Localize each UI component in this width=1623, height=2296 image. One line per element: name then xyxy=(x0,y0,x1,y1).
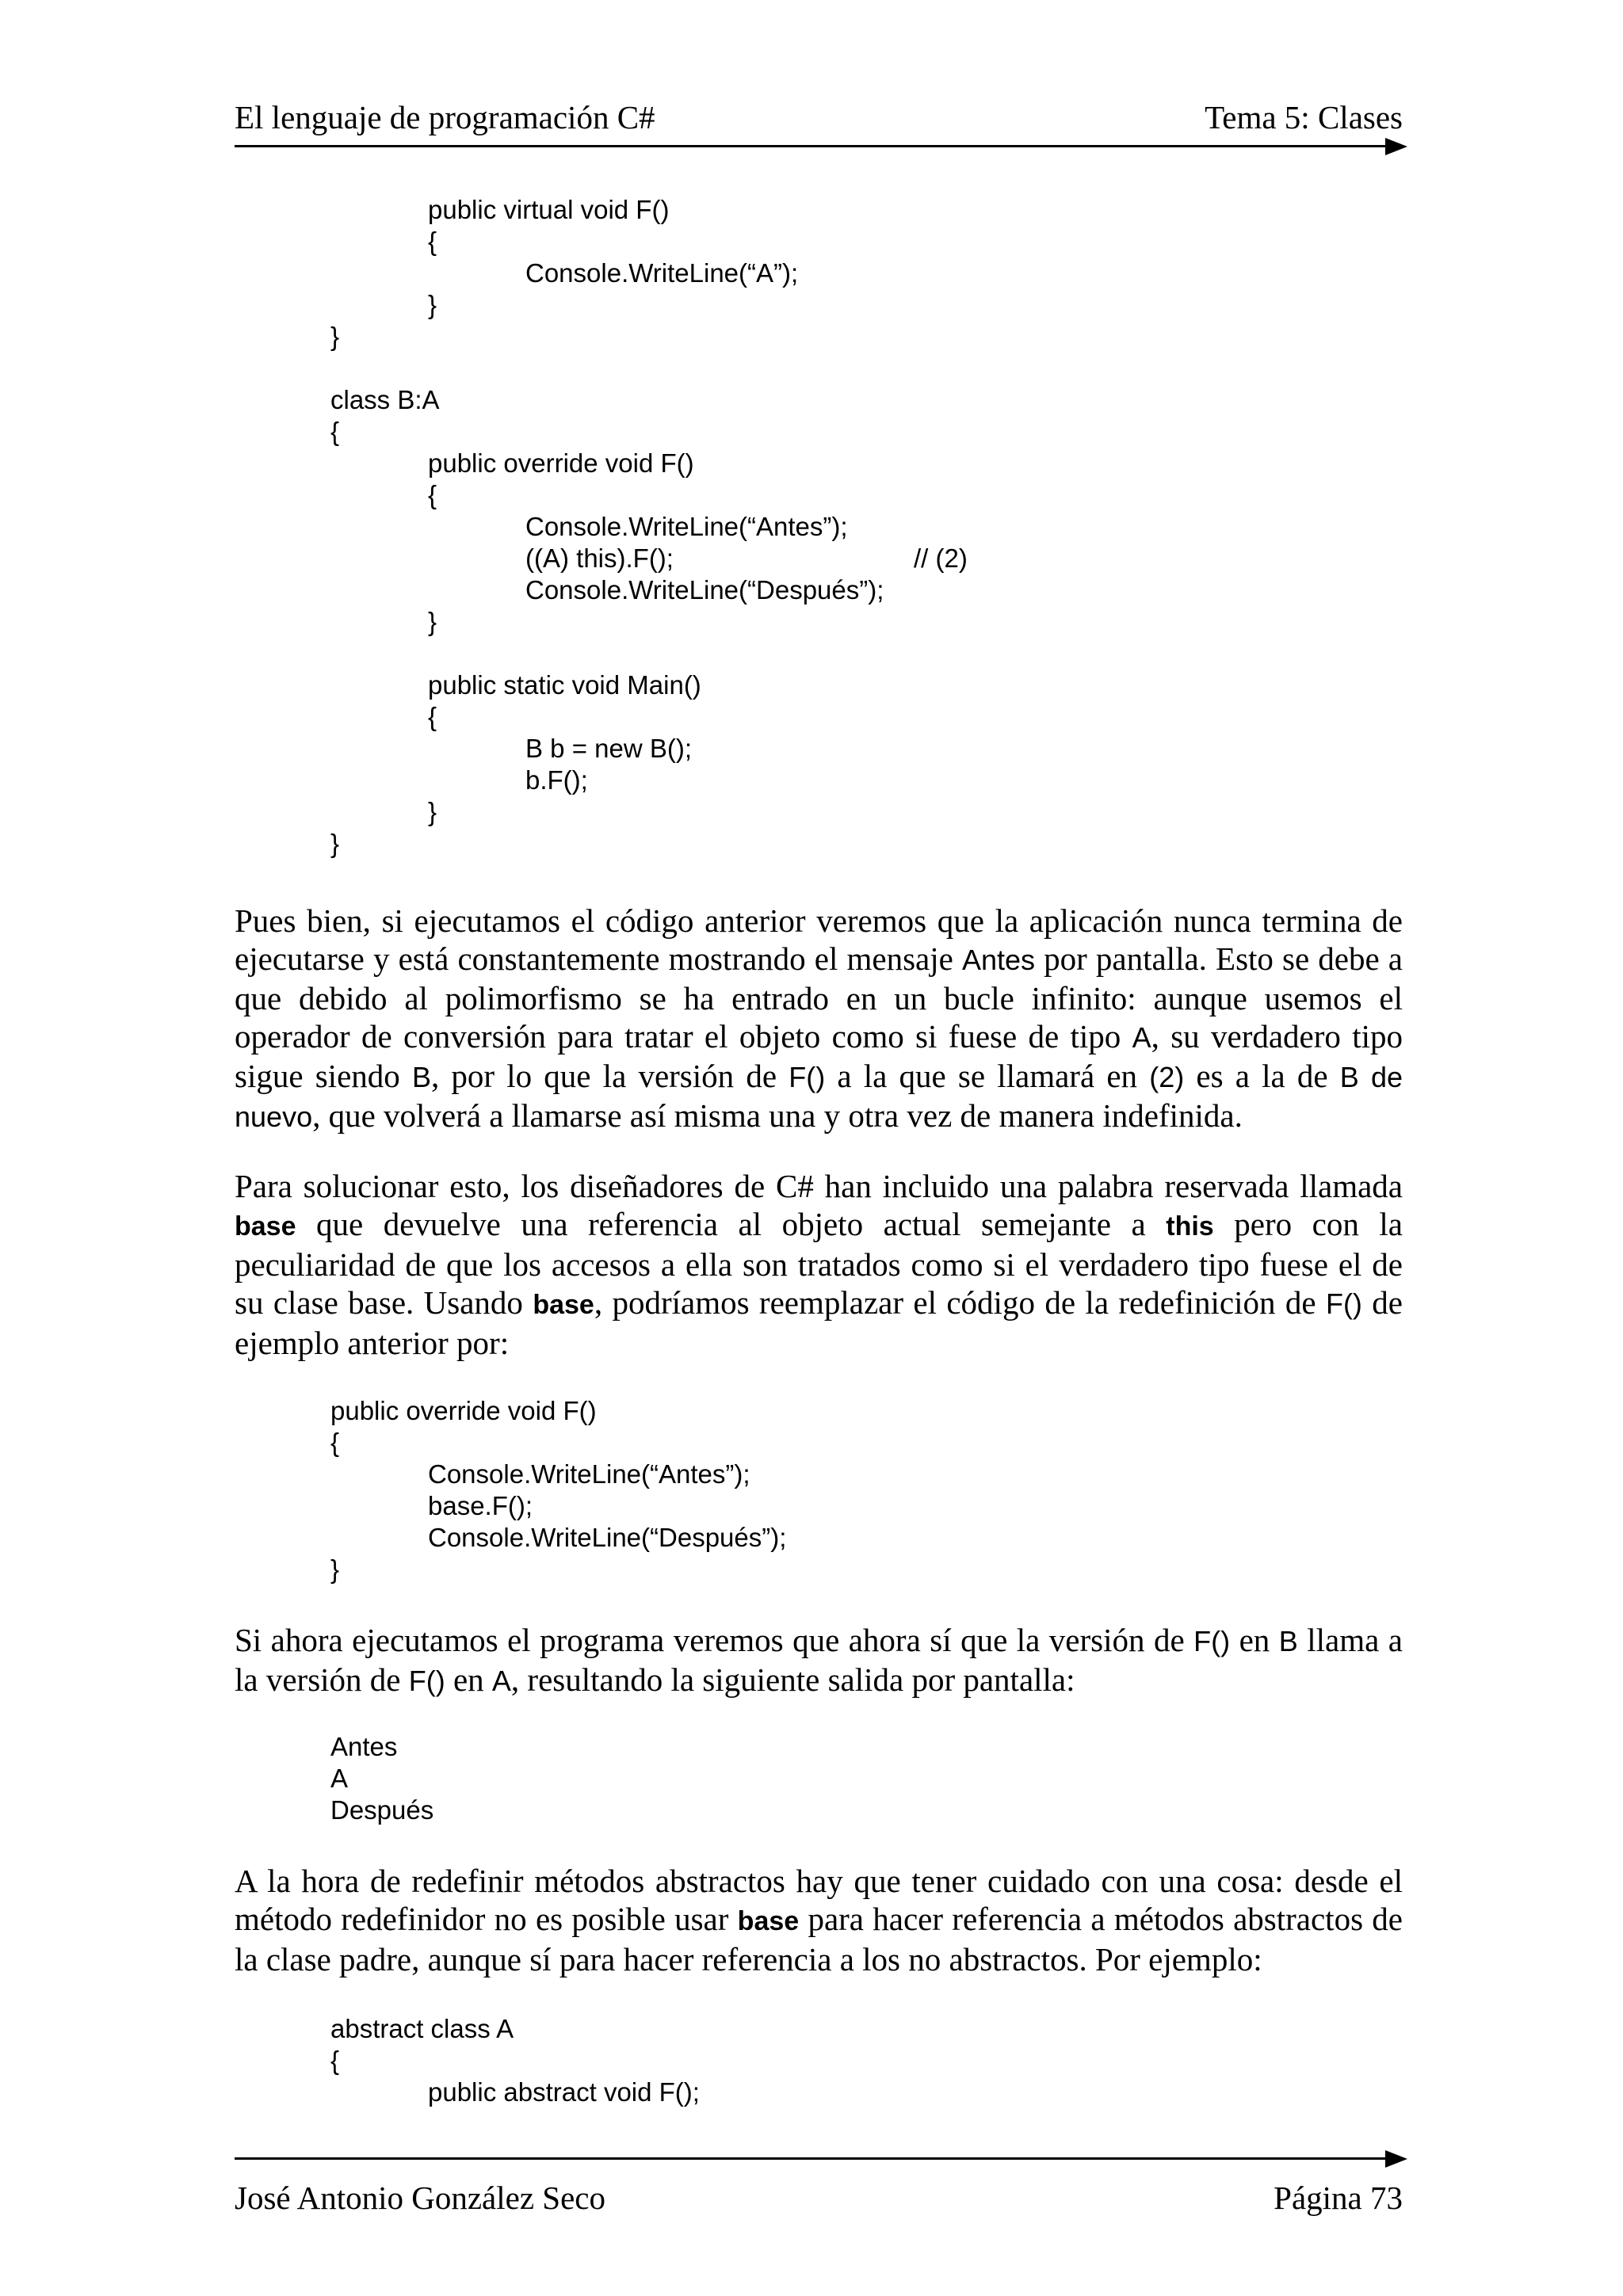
code-comment: // (2) xyxy=(914,543,968,573)
footer-arrow-icon xyxy=(1385,2150,1407,2168)
inline-code: Antes xyxy=(961,944,1036,976)
code-line: } xyxy=(330,1554,340,1584)
paragraph-base-keyword: Para solucionar esto, los diseñadores de C# han incluido una palabra reservada llamada base que devuelve una referencia al objeto actual semejante a this pero con la peculiaridad de que los accesos a ella son tratados como si el verdadero tipo fuese el de su clase base. Usando base, podríamos reemplazar el código de la redefinición de F() de ejemplo anterior por: xyxy=(235,1168,1403,1361)
inline-code: B xyxy=(1339,1061,1359,1093)
code-line: } xyxy=(428,607,437,636)
keyword: base xyxy=(533,1290,594,1320)
code-line: { xyxy=(330,1428,340,1457)
code-line: } xyxy=(428,290,437,319)
output-line: Antes xyxy=(330,1732,398,1761)
output-line: Después xyxy=(330,1795,434,1825)
paragraph-output-intro: Si ahora ejecutamos el programa veremos que ahora sí que la versión de F() en B llama a la versión de F() en A, resultando la siguiente salida por pantalla: xyxy=(235,1622,1403,1698)
code-line: class B:A xyxy=(330,385,440,414)
inline-code: F() xyxy=(408,1665,445,1697)
code-line: } xyxy=(428,797,437,826)
code-line: { xyxy=(330,417,340,446)
code-line: { xyxy=(330,2046,340,2075)
code-line: { xyxy=(428,702,437,731)
code-line: base.F(); xyxy=(428,1491,533,1520)
code-line: b.F(); xyxy=(525,765,588,795)
output-line: A xyxy=(330,1764,349,1793)
code-line: Console.WriteLine(“A”); xyxy=(525,258,799,288)
header-title: El lenguaje de programación C# xyxy=(235,99,655,135)
code-line: ((A) this).F(); xyxy=(525,543,674,573)
code-line: Console.WriteLine(“Después”); xyxy=(525,575,884,605)
code-line: public virtual void F() xyxy=(428,195,670,224)
keyword: this xyxy=(1166,1211,1214,1241)
inline-code: (2) xyxy=(1149,1061,1185,1093)
inline-code: F() xyxy=(789,1061,826,1093)
code-line: { xyxy=(428,480,437,509)
code-line: public abstract void F(); xyxy=(428,2077,700,2107)
code-line: } xyxy=(330,322,340,351)
header-rule xyxy=(235,145,1390,147)
inline-code: de nuevo xyxy=(235,1061,1403,1133)
code-line: public override void F() xyxy=(428,448,694,478)
code-line: Console.WriteLine(“Antes”); xyxy=(525,512,848,541)
page-number: Página 73 xyxy=(1274,2180,1403,2216)
paragraph-abstract-methods: A la hora de redefinir métodos abstractos hay que tener cuidado con una cosa: desde el método redefinidor no es posible usar base para hacer referencia a métodos abstractos de la clase padre, aunque sí para hacer referencia a los no abstractos. Por ejemplo: xyxy=(235,1863,1403,1978)
code-line: public static void Main() xyxy=(428,670,701,700)
code-line: Console.WriteLine(“Antes”); xyxy=(428,1459,750,1489)
inline-code: B xyxy=(1278,1625,1298,1657)
inline-code: F() xyxy=(1193,1625,1231,1657)
header-arrow-icon xyxy=(1385,138,1407,155)
footer-author: José Antonio González Seco xyxy=(235,2180,605,2216)
inline-code: B xyxy=(411,1061,431,1093)
inline-code: A xyxy=(1132,1021,1151,1054)
inline-code: A xyxy=(491,1665,511,1697)
code-line: public override void F() xyxy=(330,1396,597,1425)
paragraph-infinite-loop: Pues bien, si ejecutamos el código anterior veremos que la aplicación nunca termina de ejecutarse y está constantemente mostrando el mensaje Antes por pantalla. Esto se debe a que debido al polimorfismo se ha entrado en un bucle infinito: aunque usemos el operador de conversión para tratar el objeto como si fuese de tipo A, su verdadero tipo sigue siendo B, por lo que la versión de F() a la que se llamará en (2) es a la de B de nuevo, que volverá a llamarse así misma una y otra vez de manera indefinida. xyxy=(235,902,1403,1134)
code-line: { xyxy=(428,227,437,256)
keyword: base xyxy=(235,1211,296,1241)
code-line: Console.WriteLine(“Después”); xyxy=(428,1523,787,1552)
keyword: base xyxy=(737,1906,800,1936)
code-line: abstract class A xyxy=(330,2014,514,2043)
code-line: } xyxy=(330,829,340,858)
header-chapter: Tema 5: Clases xyxy=(1205,99,1403,135)
inline-code: F() xyxy=(1325,1287,1362,1320)
code-line: B b = new B(); xyxy=(525,734,693,763)
footer-rule xyxy=(235,2157,1390,2160)
